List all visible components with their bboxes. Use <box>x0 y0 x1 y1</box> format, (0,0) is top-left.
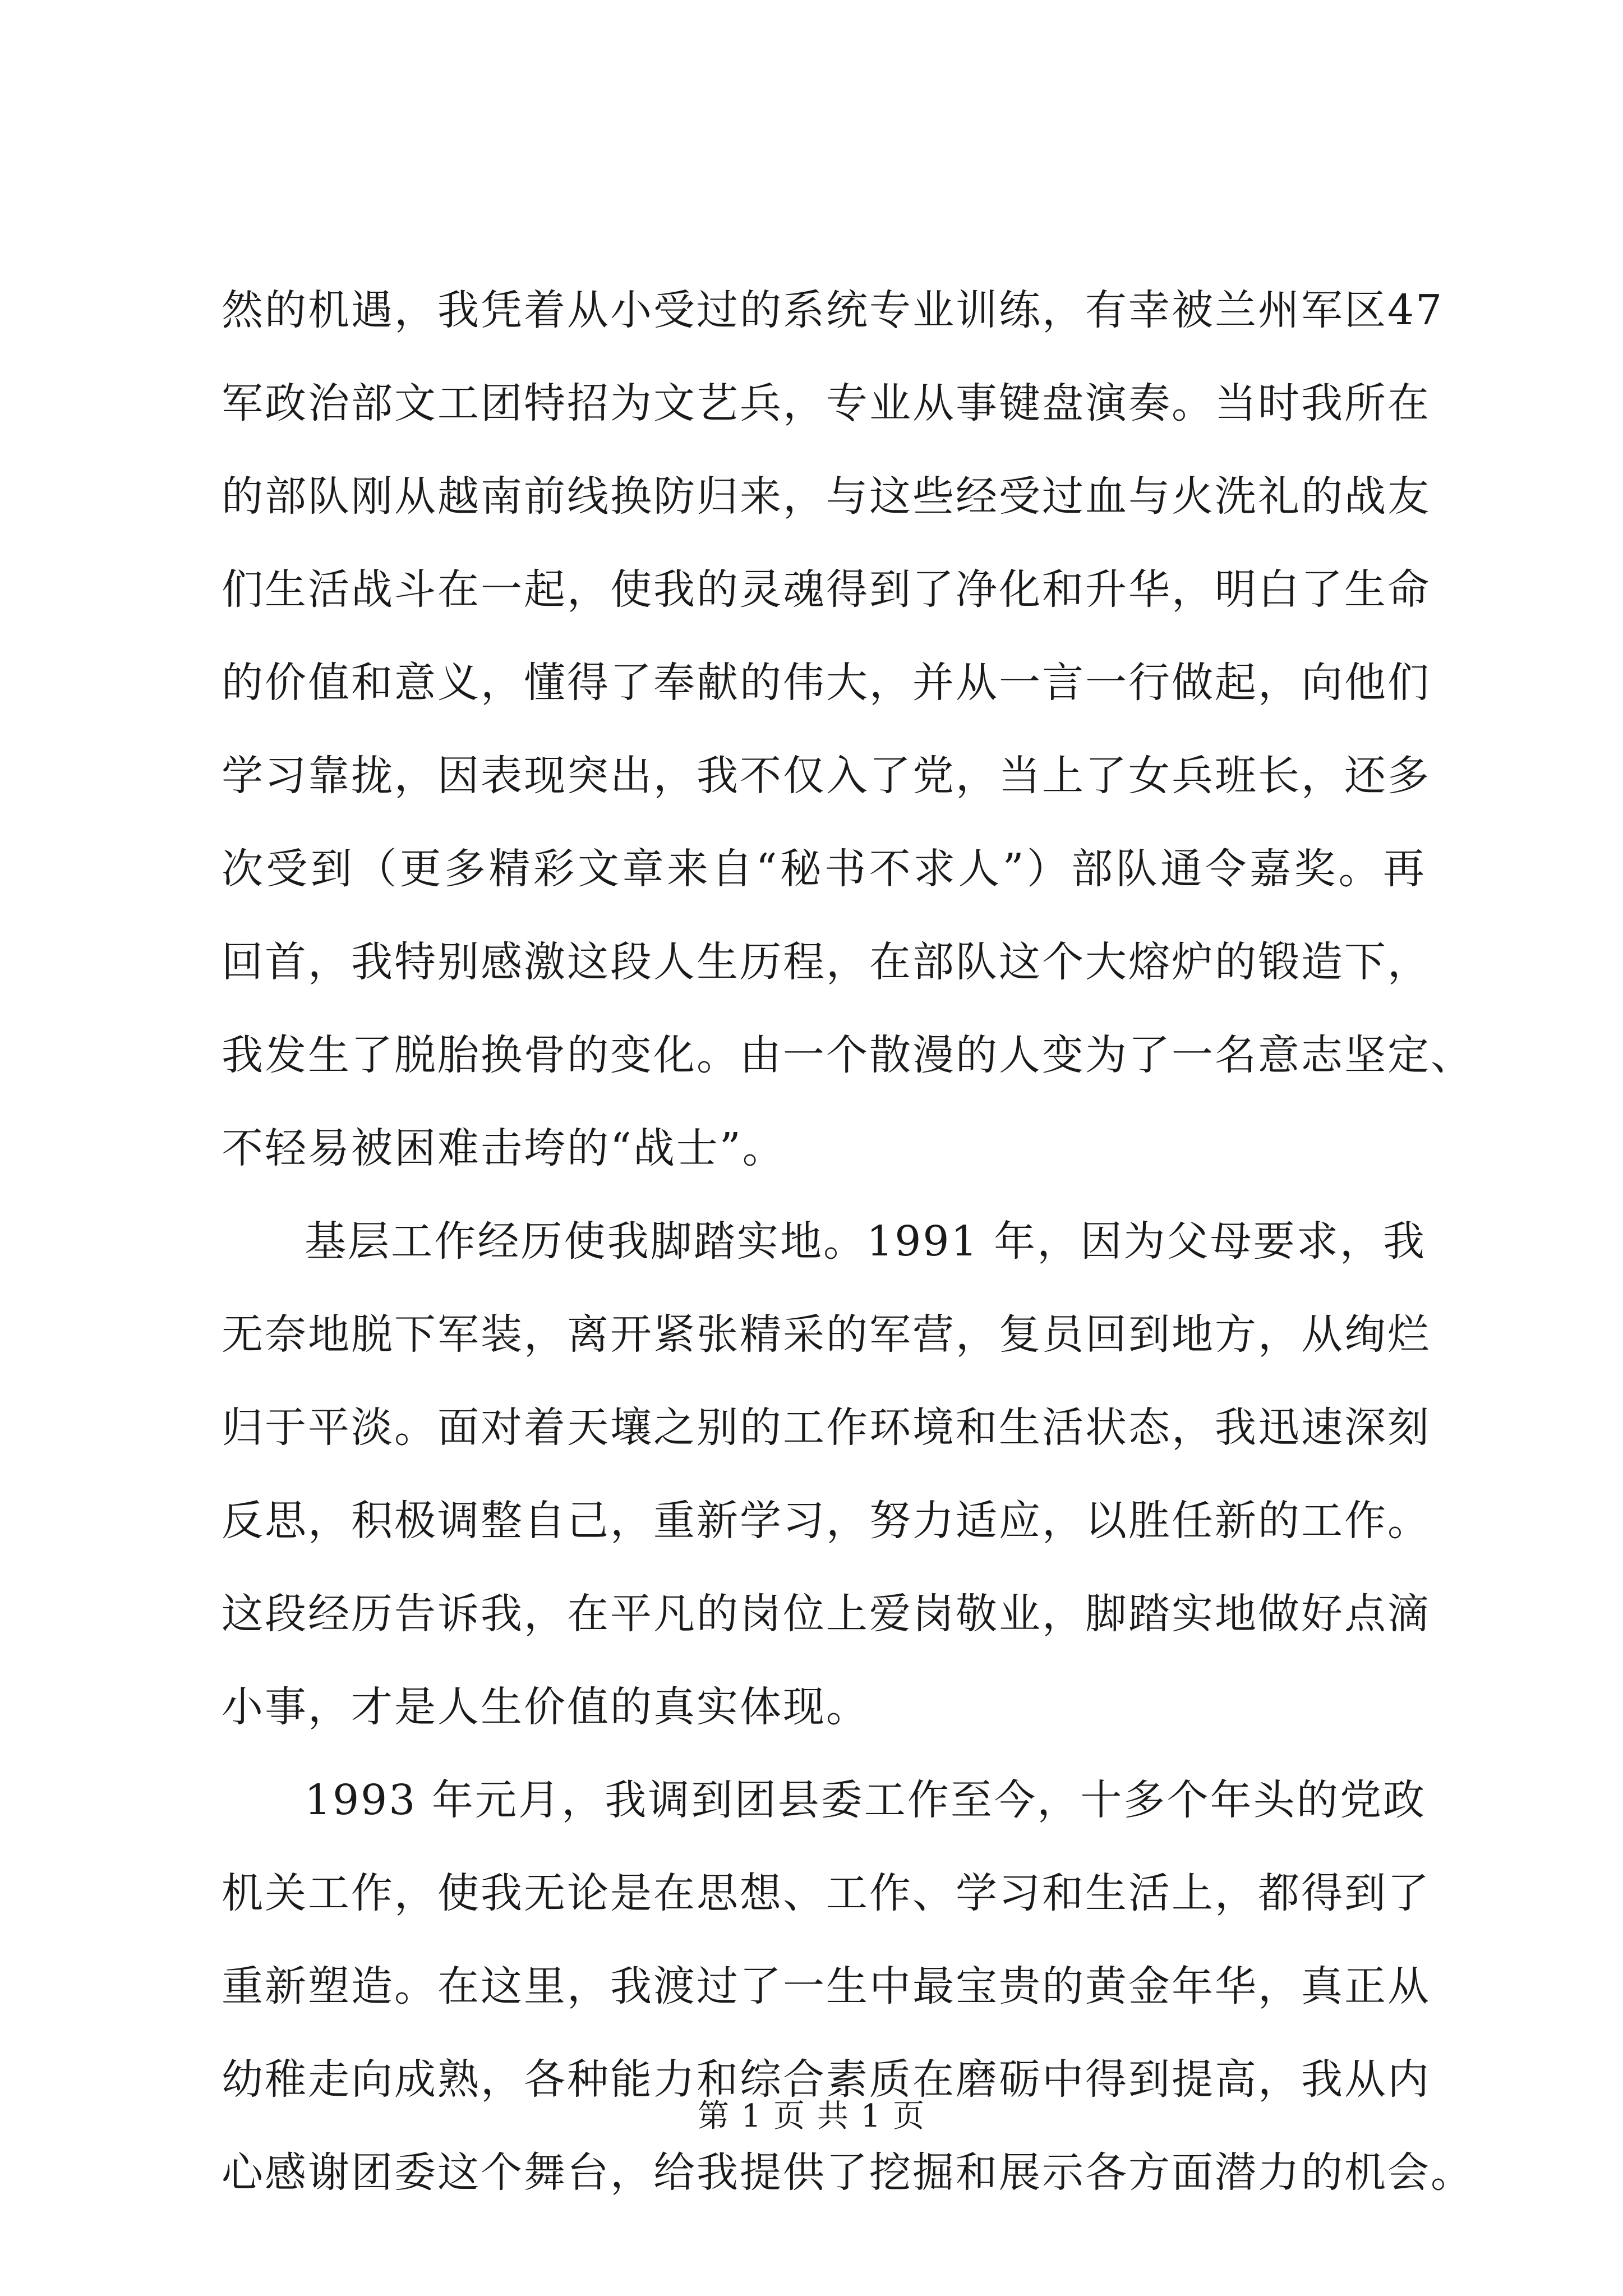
text-line: 次受到（更多精彩文章来自“秘书不求人”）部队通令嘉奖。再 <box>222 845 1426 893</box>
text-line: 重新塑造。在这里，我渡过了一生中最宝贵的黄金年华，真正从 <box>222 1962 1431 2010</box>
text-line: 机关工作，使我无论是在思想、工作、学习和生活上，都得到了 <box>222 1869 1431 1917</box>
text-line: 幼稚走向成熟，各种能力和综合素质在磨砺中得到提高，我从内 <box>222 2055 1431 2104</box>
text-line: 然的机遇，我凭着从小受过的系统专业训练，有幸被兰州军区47 <box>222 286 1444 334</box>
text-line: 回首，我特别感激这段人生历程，在部队这个大熔炉的锻造下， <box>222 938 1431 986</box>
text-line: 小事，才是人生价值的真实体现。 <box>222 1683 869 1731</box>
text-line: 归于平淡。面对着天壤之别的工作环境和生活状态，我迅速深刻 <box>222 1404 1431 1452</box>
text-line: 心感谢团委这个舞台，给我提供了挖掘和展示各方面潜力的机会。 <box>222 2148 1474 2197</box>
text-line: 学习靠拢，因表现突出，我不仅入了党，当上了女兵班长，还多 <box>222 752 1431 800</box>
text-line: 无奈地脱下军装，离开紧张精采的军营，复员回到地方，从绚烂 <box>222 1310 1431 1359</box>
paragraph-start-line: 基层工作经历使我脚踏实地。1991 年，因为父母要求，我 <box>305 1217 1426 1266</box>
text-line: 不轻易被困难击垮的“战士”。 <box>222 1124 786 1172</box>
paragraph-start-line: 1993 年元月，我调到团县委工作至今，十多个年头的党政 <box>305 1776 1426 1824</box>
text-line: 反思，积极调整自己，重新学习，努力适应，以胜任新的工作。 <box>222 1497 1431 1545</box>
document-body <box>222 264 1474 2219</box>
text-line: 这段经历告诉我，在平凡的岗位上爱岗敬业，脚踏实地做好点滴 <box>222 1590 1431 1638</box>
text-line: 我发生了脱胎换骨的变化。由一个散漫的人变为了一名意志坚定、 <box>222 1031 1474 1079</box>
text-line: 的价值和意义，懂得了奉献的伟大，并从一言一行做起，向他们 <box>222 659 1431 707</box>
text-line: 的部队刚从越南前线换防归来，与这些经受过血与火洗礼的战友 <box>222 472 1431 521</box>
page-number-footer: 第 1 页 共 1 页 <box>697 2098 926 2134</box>
text-line: 们生活战斗在一起，使我的灵魂得到了净化和升华，明白了生命 <box>222 565 1431 614</box>
text-line: 军政治部文工团特招为文艺兵，专业从事键盘演奏。当时我所在 <box>222 379 1431 427</box>
